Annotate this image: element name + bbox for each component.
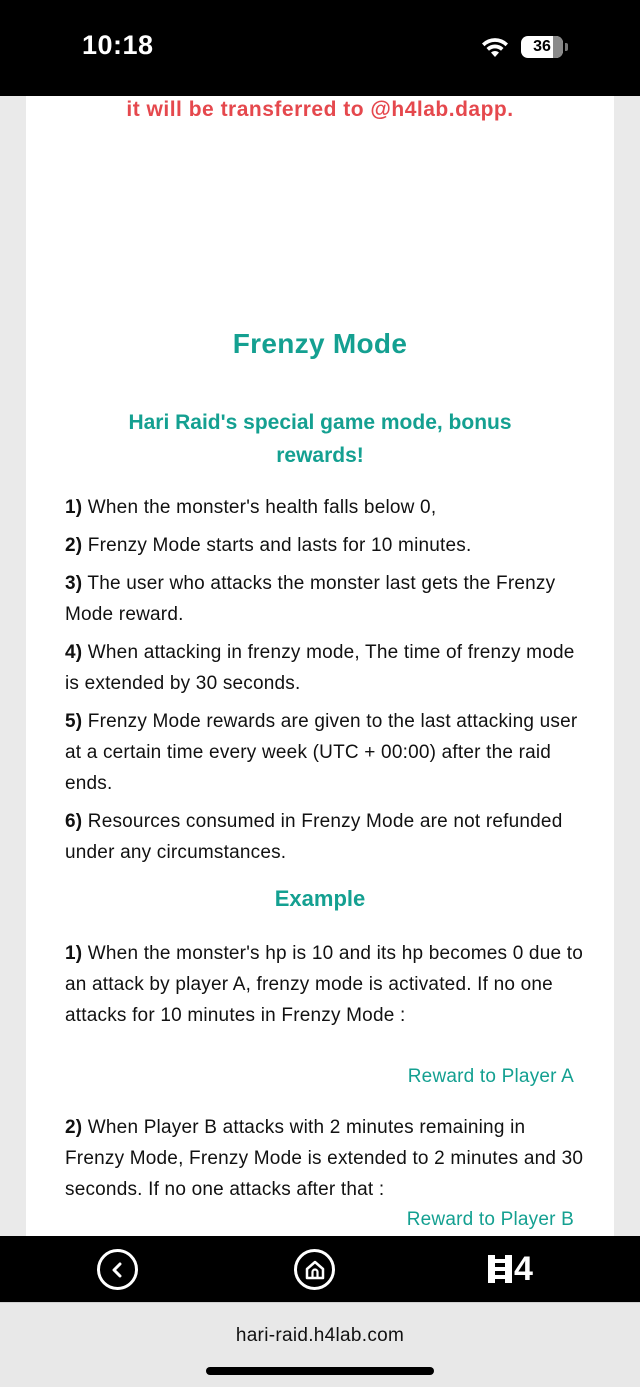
browser-address-bar[interactable]	[0, 1302, 640, 1387]
transfer-notice: it will be transferred to @h4lab.dapp.	[126, 98, 514, 121]
home-indicator[interactable]	[206, 1367, 434, 1375]
rule-item	[65, 568, 585, 630]
back-button[interactable]	[97, 1249, 138, 1290]
status-time: 10:18	[82, 30, 154, 60]
home-icon	[304, 1259, 326, 1281]
frenzy-mode-subtitle: Hari Raid's special game mode, bonus rewards!	[128, 411, 512, 467]
logo-text: 4	[514, 1249, 533, 1288]
content-card	[26, 96, 614, 1236]
example-number: 1)	[65, 943, 83, 964]
example-reward: Reward to Player B	[406, 1209, 574, 1230]
battery-icon	[521, 36, 563, 58]
example-text: When the monster's hp is 10 and its hp becomes 0 due to an attack by player A, frenzy mode is activated. If no one attacks for 10 minutes in Frenzy Mode :	[65, 943, 583, 1026]
rule-number: 6)	[65, 811, 83, 832]
rule-number: 1)	[65, 497, 83, 518]
rule-item	[65, 492, 585, 523]
home-button[interactable]	[294, 1249, 335, 1290]
example-item	[65, 938, 585, 1031]
frenzy-rules-list	[65, 492, 585, 875]
example-number: 2)	[65, 1117, 83, 1138]
url-text[interactable]: hari-raid.h4lab.com	[235, 1325, 405, 1346]
rule-item	[65, 530, 585, 561]
rule-item	[65, 806, 585, 868]
back-icon	[109, 1261, 127, 1279]
wifi-icon	[480, 35, 510, 59]
rule-text: Frenzy Mode starts and lasts for 10 minutes.	[82, 535, 472, 556]
frenzy-mode-title: Frenzy Mode	[232, 328, 408, 359]
example-text: When Player B attacks with 2 minutes remaining in Frenzy Mode, Frenzy Mode is extended to 2 minutes and 30 seconds. If no one attacks after that :	[65, 1117, 584, 1200]
h4-logo-icon	[488, 1255, 512, 1283]
rule-text: Resources consumed in Frenzy Mode are not refunded under any circumstances.	[65, 811, 563, 863]
rule-text: Frenzy Mode rewards are given to the last attacking user at a certain time every week (UTC + 00:00) after the raid ends.	[65, 711, 578, 794]
rule-number: 4)	[65, 642, 83, 663]
app-bottom-nav	[0, 1236, 640, 1302]
rule-text: When the monster's health falls below 0,	[82, 497, 437, 518]
rule-item	[65, 637, 585, 699]
rule-number: 3)	[65, 573, 83, 594]
rule-number: 2)	[65, 535, 83, 556]
status-bar	[0, 0, 640, 96]
example-item	[65, 1112, 585, 1205]
battery-nub	[565, 43, 568, 51]
rule-text: When attacking in frenzy mode, The time of frenzy mode is extended by 30 seconds.	[65, 642, 575, 694]
example-reward: Reward to Player A	[407, 1066, 574, 1087]
example-heading: Example	[274, 886, 366, 911]
rule-text: The user who attacks the monster last gets the Frenzy Mode reward.	[65, 573, 556, 625]
rule-item	[65, 706, 585, 799]
battery-level: 36	[533, 38, 551, 55]
h4-logo-button[interactable]	[488, 1250, 533, 1288]
rule-number: 5)	[65, 711, 83, 732]
